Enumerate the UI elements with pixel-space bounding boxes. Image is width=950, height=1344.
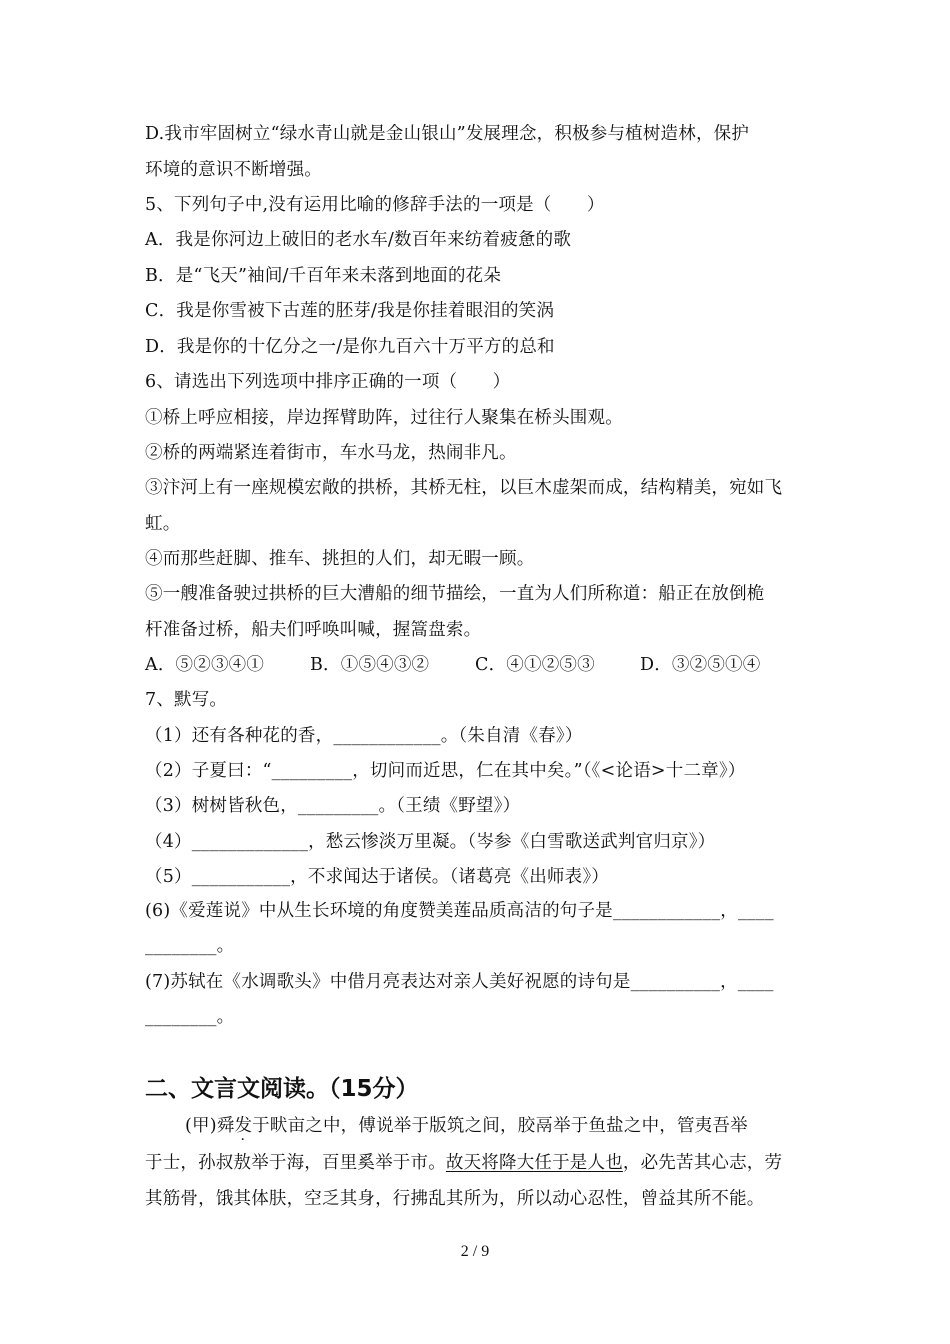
- question-6: 6、请选出下列选项中排序正确的一项（ ）: [145, 372, 511, 392]
- dictation-7: (7)苏轼在《水调歌头》中借月亮表达对亲人美好祝愿的诗句是__________，____: [145, 972, 774, 992]
- question-7: 7、默写。: [145, 690, 228, 710]
- sentence-2: ②桥的两端紧连着街市，车水马龙，热闹非凡。: [145, 443, 517, 463]
- q6-option-d: D．③②⑤①④: [640, 655, 761, 675]
- dictation-7-continuation: ________。: [145, 1007, 235, 1027]
- underlined-sentence: 故天将降大任于是人也: [445, 1153, 623, 1173]
- dictation-4: （4）_____________，愁云惨淡万里凝。（岑参《白雪歌送武判官归京》）: [145, 832, 716, 852]
- option-d-continuation: 环境的意识不断增强。: [145, 160, 322, 180]
- question-5: 5、下列句子中,没有运用比喻的修辞手法的一项是（ ）: [145, 195, 605, 215]
- q5-option-c: C．我是你雪被下古莲的胚芽/我是你挂着眼泪的笑涡: [145, 301, 555, 321]
- passage-line-1: (甲)舜发于畎亩之中，傅说举于版筑之间，胶鬲举于鱼盐之中，管夷吾举: [185, 1116, 748, 1136]
- sentence-3: ③汴河上有一座规模宏敞的拱桥，其桥无柱，以巨木虚架而成，结构精美，宛如飞: [145, 478, 783, 498]
- sentence-5: ⑤一艘准备驶过拱桥的巨大漕船的细节描绘，一直为人们所称道：船正在放倒桅: [145, 584, 765, 604]
- dictation-3: （3）树树皆秋色，_________。（王绩《野望》）: [145, 796, 521, 816]
- page-number: 2 / 9: [460, 1243, 490, 1260]
- q5-option-d: D．我是你的十亿分之一/是你九百六十万平方的总和: [145, 337, 555, 357]
- emphasis-dot-char: 发: [234, 1116, 253, 1136]
- sentence-4: ④而那些赶脚、推车、挑担的人们，却无暇一顾。: [145, 549, 535, 569]
- option-d-line: D.我市牢固树立“绿水青山就是金山银山”发展理念，积极参与植树造林，保护: [145, 124, 750, 144]
- sentence-3-continuation: 虹。: [145, 514, 181, 534]
- dictation-1: （1）还有各种花的香，____________。（朱自清《春》）: [145, 726, 583, 746]
- sentence-1: ①桥上呼应相接，岸边挥臂助阵，过往行人聚集在桥头围观。: [145, 408, 623, 428]
- passage-line-3: 其筋骨，饿其体肤，空乏其身，行拂乱其所为，所以动心忍性，曾益其所不能。: [145, 1189, 765, 1209]
- dictation-2: （2）子夏曰：“_________，切问而近思，仁在其中矣。”（《<论语>十二章》）: [145, 761, 746, 781]
- q6-options: [145, 653, 760, 677]
- section-heading: 二、文言文阅读。（15分）: [145, 1076, 419, 1102]
- q6-option-b: B．①⑤④③②: [310, 655, 430, 675]
- q6-option-c: C．④①②⑤③: [475, 655, 595, 675]
- dictation-5: （5）___________，不求闻达于诸侯。（诸葛亮《出师表》）: [145, 867, 609, 887]
- q5-option-b: B．是“飞天”袖间/千百年来未落到地面的花朵: [145, 266, 502, 286]
- passage-line-2: 于士，孙叔敖举于海，百里奚举于市。故天将降大任于是人也，必先苦其心志，劳: [145, 1153, 783, 1173]
- q5-option-a: A．我是你河边上破旧的老水车/数百年来纺着疲惫的歌: [145, 230, 572, 250]
- dictation-6-continuation: ________。: [145, 936, 235, 956]
- sentence-5-continuation: 杆准备过桥，船夫们呼唤叫喊，握篙盘索。: [145, 620, 482, 640]
- q6-option-a: A．⑤②③④①: [145, 655, 265, 675]
- dictation-6: (6)《爱莲说》中从生长环境的角度赞美莲品质高洁的句子是____________，____: [145, 901, 774, 921]
